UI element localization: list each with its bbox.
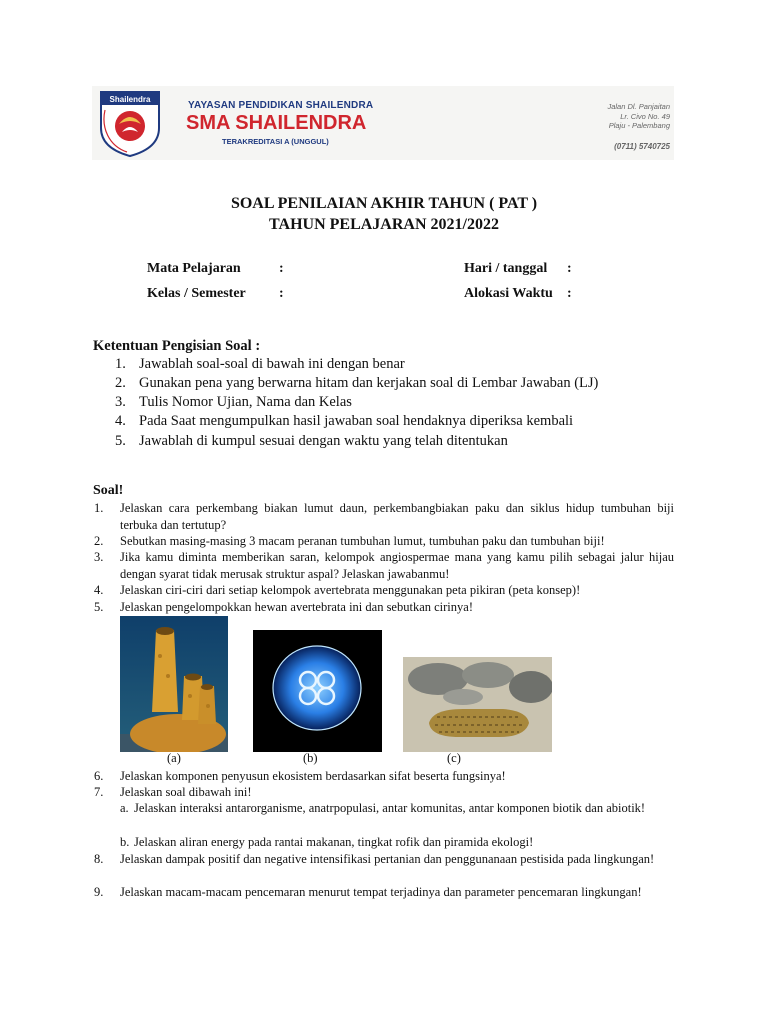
rule-item [115, 394, 352, 411]
subquestion-label: a. [120, 801, 129, 815]
sea-cucumber-image [403, 657, 552, 752]
address-line: Jalan Dl. Panjaitan [607, 102, 670, 111]
subquestion-label: b. [120, 835, 130, 849]
rule-text: Jawablah di kumpul sesuai dengan waktu yang telah ditentukan [139, 433, 508, 449]
subquestion-item [120, 800, 674, 817]
subquestion-item [120, 834, 674, 851]
question-number: 3. [94, 550, 104, 564]
question-item [94, 884, 674, 901]
school-address [607, 102, 670, 131]
question-number: 7. [94, 785, 104, 799]
class-label: Kelas / Semester [147, 286, 246, 301]
foundation-name: YAYASAN PENDIDIKAN SHAILENDRA [188, 100, 374, 111]
question-text: Jelaskan dampak positif dan negative intensifikasi pertanian dan penggunanaan pestisida pada lingkungan! [120, 852, 655, 866]
rules-heading: Ketentuan Pengisian Soal : [93, 338, 261, 354]
rule-item [115, 375, 598, 392]
question-text: Sebutkan masing-masing 3 macam peranan tumbuhan lumut, tumbuhan paku dan tumbuhan biji! [120, 534, 605, 548]
time-label: Alokasi Waktu [464, 286, 553, 301]
school-name: SMA SHAILENDRA [186, 112, 367, 134]
question-number: 6. [94, 769, 104, 783]
accreditation-text: TERAKREDITASI A (UNGGUL) [222, 137, 329, 146]
jellyfish-image [253, 630, 382, 752]
question-number: 4. [94, 583, 104, 597]
school-logo [95, 88, 165, 158]
school-phone: (0711) 5740725 [614, 142, 670, 151]
question-item [94, 549, 674, 582]
question-text: Jelaskan soal dibawah ini! [120, 785, 252, 799]
rule-number: 5. [115, 433, 126, 449]
address-line: Lr. Civo No. 49 [620, 111, 670, 121]
subquestion-text: Jelaskan interaksi antarorganisme, anatrpopulasi, antar komunitas, antar komponen biotik dan abiotik! [134, 801, 646, 815]
question-text: Jelaskan pengelompokkan hewan avertebrata ini dan sebutkan cirinya! [120, 600, 473, 614]
rule-text: Tulis Nomor Ujian, Nama dan Kelas [139, 394, 352, 410]
question-text: Jelaskan cara perkembang biakan lumut daun, perkembangbiakan paku dan siklus hidup tumbuhan biji terbuka dan tertutup? [120, 501, 674, 532]
address-line: Plaju - Palembang [608, 121, 670, 130]
date-label: Hari / tanggal [464, 261, 548, 276]
question-number: 1. [94, 501, 104, 515]
time-colon: : [567, 286, 572, 301]
question-text: Jika kamu diminta memberikan saran, kelompok angiospermae mana yang kamu pilih sebagai jalur hijau dengan syarat tidak merusak struktur aspal? Jelaskan jawabanmu! [120, 550, 674, 581]
question-item [94, 851, 674, 868]
rule-number: 2. [115, 375, 126, 391]
question-text: Jelaskan ciri-ciri dari setiap kelompok avertebrata menggunakan peta pikiran (peta konsep)! [120, 583, 581, 597]
rule-item [115, 356, 405, 373]
rule-text: Gunakan pena yang berwarna hitam dan kerjakan soal di Lembar Jawaban (LJ) [139, 375, 599, 391]
question-number: 2. [94, 534, 104, 548]
rule-number: 4. [115, 413, 126, 429]
class-colon: : [279, 286, 284, 301]
sponge-image [120, 616, 228, 752]
question-text: Jelaskan macam-macam pencemaran menurut tempat terjadinya dan parameter pencemaran lingkungan! [120, 885, 642, 899]
question-item [94, 784, 674, 801]
image-caption-c: (c) [447, 751, 461, 765]
rule-number: 1. [115, 356, 126, 372]
question-item [94, 768, 674, 785]
rule-item [115, 413, 573, 430]
question-item [94, 599, 674, 616]
question-item [94, 582, 674, 599]
rule-text: Jawablah soal-soal di bawah ini dengan benar [139, 356, 405, 372]
question-item [94, 500, 674, 533]
rule-item [115, 433, 508, 450]
questions-heading: Soal! [93, 483, 124, 498]
logo-text: Shailendra [109, 95, 151, 104]
letterhead [92, 86, 674, 160]
question-number: 9. [94, 885, 104, 899]
question-number: 5. [94, 600, 104, 614]
rule-number: 3. [115, 394, 126, 410]
question-number: 8. [94, 852, 104, 866]
subquestion-text: Jelaskan aliran energy pada rantai makanan, tingkat rofik dan piramida ekologi! [134, 835, 534, 849]
question-item [94, 533, 674, 550]
academic-year: TAHUN PELAJARAN 2021/2022 [269, 216, 499, 233]
image-caption-b: (b) [303, 751, 318, 765]
date-colon: : [567, 261, 572, 276]
subject-label: Mata Pelajaran [147, 261, 241, 276]
subject-colon: : [279, 261, 284, 276]
image-caption-a: (a) [167, 751, 181, 765]
question-text: Jelaskan komponen penyusun ekosistem berdasarkan sifat beserta fungsinya! [120, 769, 506, 783]
exam-title: SOAL PENILAIAN AKHIR TAHUN ( PAT ) [230, 195, 538, 212]
rule-text: Pada Saat mengumpulkan hasil jawaban soal hendaknya diperiksa kembali [139, 413, 574, 429]
